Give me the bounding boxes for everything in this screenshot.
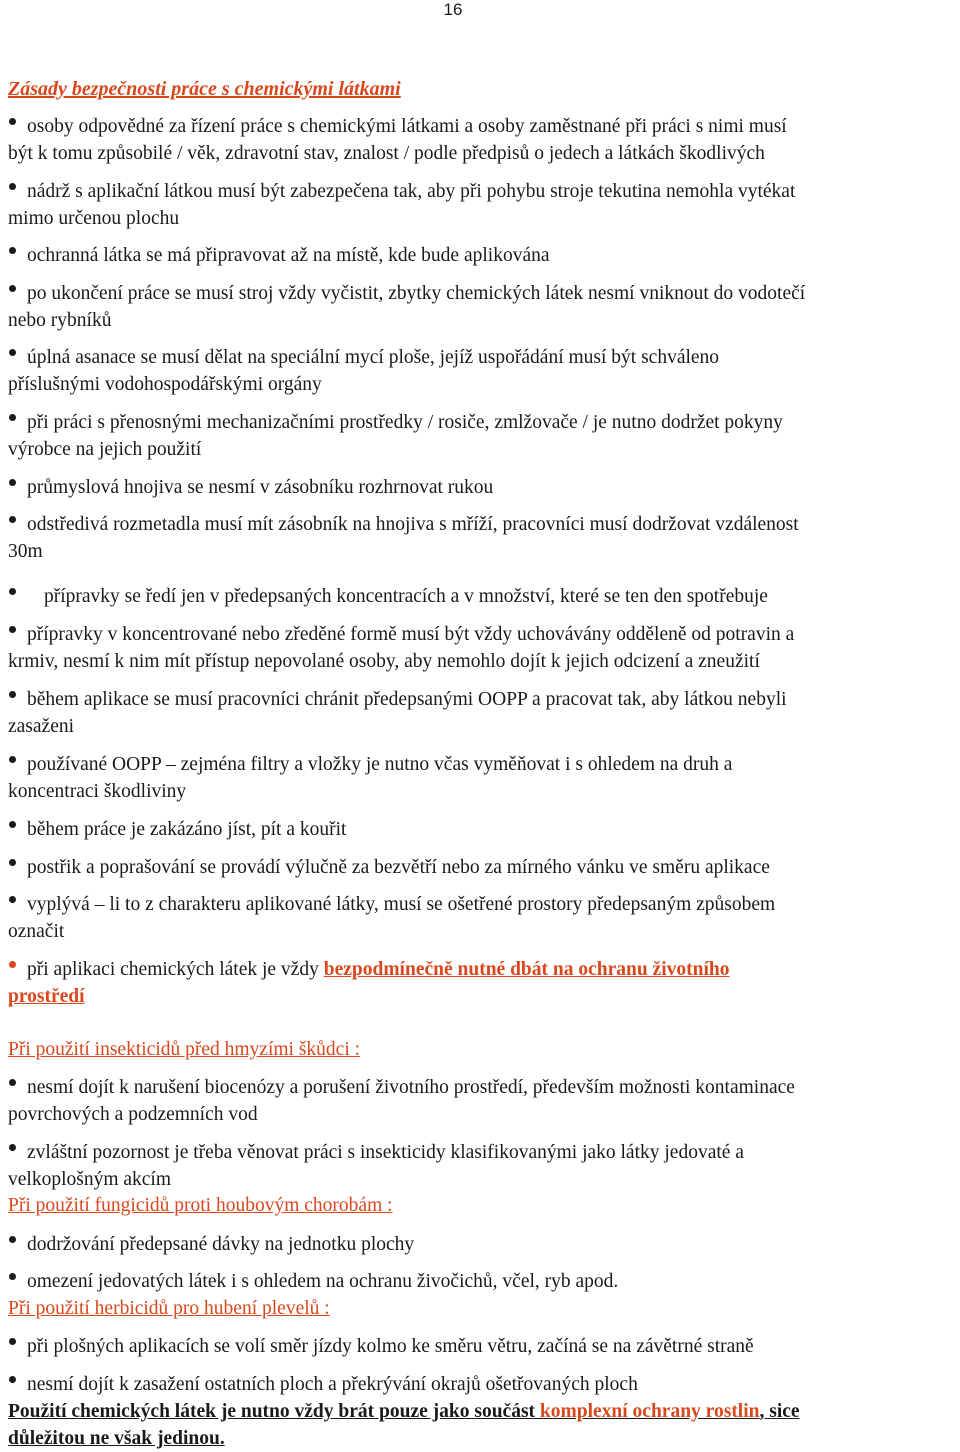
list-item: při práci s přenosnými mechanizačními prostředky / rosiče, zmlžovače / je nutno dodržet pokyny výrobce na jejich použití [8,412,783,460]
list-item: po ukončení práce se musí stroj vždy vyčistit, zbytky chemických látek nesmí vniknout do vodotečí nebo rybníků [8,283,806,331]
bullet-icon [9,896,16,903]
list-item: přípravky v koncentrované nebo zředěné formě musí být vždy uchovávány odděleně od potravin a krmiv, nesmí k nim mít přístup nepovolané osoby, aby nemohlo dojít k jejich odcizení a zneužití [8,624,795,672]
bullet-icon [9,1376,16,1383]
list-item: dodržování předepsané dávky na jednotku plochy [8,1231,958,1258]
list-item: během práce je zakázáno jíst, pít a kouřit [8,816,958,843]
page-title: Zásady bezpečnosti práce s chemickými látkami [8,78,401,100]
list-item: postřik a poprašování se provádí výlučně za bezvětří nebo za mírného vánku ve směru aplikace [8,854,958,881]
bullet-icon [9,588,16,595]
bullet-icon [9,1273,16,1280]
list-item: používané OOPP – zejména filtry a vložky je nutno včas vyměňovat i s ohledem na druh a koncentraci škodliviny [8,754,733,802]
list-item: ochranná látka se má připravovat až na místě, kde bude aplikována [8,242,958,269]
list-item: nesmí dojít k narušení biocenózy a porušení životního prostředí, především možnosti kontaminace povrchových a podzemních vod [8,1077,795,1125]
bullet-icon [9,859,16,866]
environment-rule: při aplikaci chemických látek je vždy bezpodmínečně nutné dbát na ochranu životního prostředí [8,959,730,1007]
bullet-icon [9,1079,16,1086]
bullet-icon [9,414,16,421]
bullet-icon [9,1338,16,1345]
bullet-icon [9,821,16,828]
bullet-icon [9,479,16,486]
list-item: během aplikace se musí pracovníci chránit předepsanými OOPP a pracovat tak, aby látkou nebyli zasaženi [8,689,787,737]
list-item: úplná asanace se musí dělat na speciální mycí ploše, jejíž uspořádání musí být schváleno příslušnými vodohospodářskými orgány [8,347,720,395]
environment-highlight: bezpodmínečně nutné dbát na ochranu životního [323,959,730,980]
bullet-icon [9,961,16,968]
list-item: při plošných aplikacích se volí směr jízdy kolmo ke směru větru, začíná se na závětrné straně [8,1333,958,1360]
conclusion: Použití chemických látek je nutno vždy brát pouze jako součást komplexní ochrany rostlin, sice důležitou ne však jedinou. [8,1401,800,1449]
list-item: omezení jedovatých látek i s ohledem na ochranu živočichů, včel, ryb apod. [8,1268,958,1295]
bullet-icon [9,1236,16,1243]
bullet-icon [9,691,16,698]
bullet-icon [9,285,16,292]
bullet-icon [9,626,16,633]
bullet-icon [9,349,16,356]
list-item: nádrž s aplikační látkou musí být zabezpečena tak, aby při pohybu stroje tekutina nemohla vytékat mimo určenou plochu [8,181,796,229]
section-heading-insecticides: Při použití insekticidů před hmyzími škůdci : [8,1039,361,1060]
list-item: nesmí dojít k zasažení ostatních ploch a překrývání okrajů ošetřovaných ploch [8,1371,958,1398]
page-number: 16 [443,0,463,19]
conclusion-highlight: komplexní ochrany rostlin [539,1401,760,1422]
bullet-icon [9,118,16,125]
list-item: osoby odpovědné za řízení práce s chemickými látkami a osoby zaměstnané při práci s nimi musí být k tomu způsobilé / věk, zdravotní stav, znalost / podle předpisů o jedech a látkách škodlivých [8,116,787,164]
bullet-icon [9,756,16,763]
section-heading-fungicides: Při použití fungicidů proti houbovým chorobám : [8,1195,393,1216]
list-item: odstředivá rozmetadla musí mít zásobník na hnojiva s mříží, pracovníci musí dodržovat vzdálenost 30m [8,514,799,562]
list-item: vyplývá – li to z charakteru aplikované látky, musí se ošetřené prostory předepsaným způsobem označit [8,894,776,942]
environment-highlight: prostředí [8,986,85,1007]
section-heading-herbicides: Při použití herbicidů pro hubení plevelů : [8,1298,330,1319]
bullet-icon [9,1144,16,1151]
list-item: přípravky se ředí jen v předepsaných koncentracích a v množství, které se ten den spotřebuje [8,583,958,610]
bullet-icon [9,247,16,254]
bullet-icon [9,183,16,190]
list-item: zvláštní pozornost je třeba věnovat práci s insekticidy klasifikovanými jako látky jedovaté a velkoplošným akcím [8,1142,744,1190]
list-item: průmyslová hnojiva se nesmí v zásobníku rozhrnovat rukou [8,474,958,501]
bullet-icon [9,516,16,523]
